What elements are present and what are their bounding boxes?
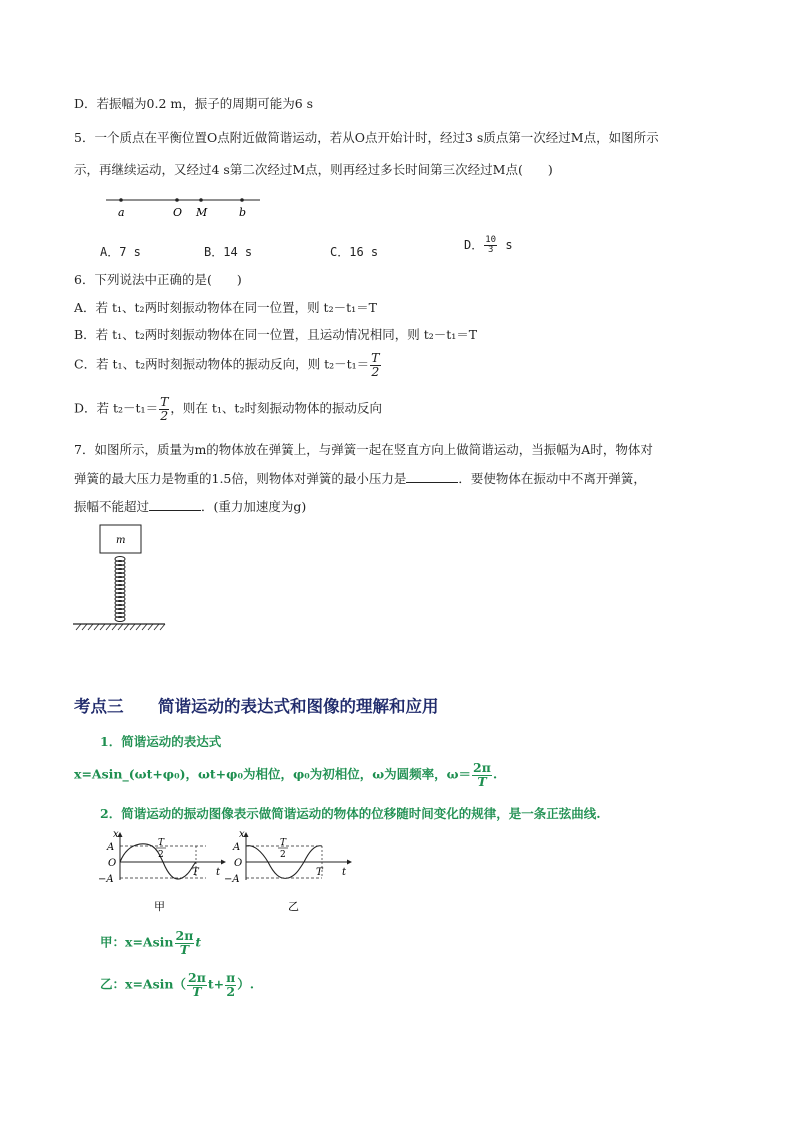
t-axis-arrow-icon <box>347 860 352 865</box>
formula-jia-fraction <box>175 930 195 956</box>
q6-option-d <box>74 396 382 422</box>
x-label: x <box>113 829 119 840</box>
q5-option-d-fraction <box>484 236 497 255</box>
point-b-dot <box>240 198 244 202</box>
half-period-num: T <box>158 838 165 848</box>
fraction-denominator: 3 <box>487 245 494 255</box>
q6-option-d-fraction <box>159 396 169 422</box>
neg-a-label: −A <box>224 874 240 885</box>
half-period-den: 2 <box>158 850 164 860</box>
subsection-1-heading: 1．简谐运动的表达式 <box>100 734 222 749</box>
fraction-numerator: T <box>160 394 169 409</box>
q4-option-d: D．若振幅为0.2 m，振子的周期可能为6 s <box>74 96 314 111</box>
q7-line1: 7．如图所示，质量为m的物体放在弹簧上，与弹簧一起在竖直方向上做简谐运动，当振幅为A时，物体对 <box>74 442 653 457</box>
o-label: O <box>234 858 243 869</box>
fraction-numerator: π <box>226 970 236 985</box>
formula-jia <box>100 930 201 956</box>
point-o-dot <box>175 198 179 202</box>
expression-formula <box>74 762 497 788</box>
q7-line2-part2: ．要使物体在振动中不离开弹簧， <box>458 471 646 486</box>
q6-option-c-fraction <box>370 352 380 378</box>
formula-yi-post: ）. <box>237 976 255 992</box>
graph-jia-caption: 甲 <box>154 900 165 913</box>
period-label: T <box>316 867 323 878</box>
q6-option-d-post: ，则在 t₁、t₂时刻振动物体的振动反向 <box>170 400 382 416</box>
formula-jia-post: t <box>195 934 202 950</box>
graph-yi-caption: 乙 <box>288 900 299 913</box>
q6-stem: 6．下列说法中正确的是( ) <box>74 272 242 287</box>
q5-option-d-unit: s <box>505 238 513 252</box>
q7-line2 <box>74 470 646 487</box>
vibration-graphs-figure <box>96 826 366 918</box>
section-label: 考点三 <box>74 697 124 716</box>
neg-a-label: −A <box>98 874 114 885</box>
fraction-numerator: 2π <box>188 970 206 985</box>
q7-line3-part2: ．(重力加速度为g) <box>201 499 307 514</box>
q7-spring-mass-figure <box>70 522 170 634</box>
expression-end: . <box>492 766 498 782</box>
q6-option-c-text: C．若 t₁、t₂两时刻振动物体的振动反向，则 t₂－t₁＝ <box>74 356 370 372</box>
mass-label: m <box>116 535 126 546</box>
section-title: 简谐运动的表达式和图像的理解和应用 <box>158 697 439 716</box>
point-m-dot <box>199 198 203 202</box>
fraction-denominator: T <box>192 983 202 999</box>
q5-option-d <box>464 236 513 255</box>
omega-fraction <box>472 762 492 788</box>
spring-icon <box>115 557 125 622</box>
formula-yi-fraction-1 <box>187 972 207 998</box>
q5-number-line-figure <box>100 192 270 222</box>
q6-option-d-pre: D．若 t₂－t₁＝ <box>74 400 159 416</box>
q6-option-c <box>74 352 382 378</box>
formula-jia-pre: 甲：x=Asin <box>100 934 174 950</box>
point-m-label: M <box>196 206 208 219</box>
half-period-num: T <box>280 838 287 848</box>
q7-line2-part1: 弹簧的最大压力是物重的1.5倍，则物体对弹簧的最小压力是 <box>74 471 407 486</box>
formula-yi-pre: 乙：x=Asin（ <box>100 976 186 992</box>
q5-line1: 5．一个质点在平衡位置O点附近做简谐运动，若从O点开始计时，经过3 s质点第一次经过M点，如图所示 <box>74 130 659 145</box>
q7-line3-part1: 振幅不能超过 <box>74 499 150 514</box>
point-b-label: b <box>239 206 247 219</box>
answer-blank-min-pressure[interactable] <box>406 470 458 483</box>
formula-yi-fraction-2 <box>225 972 236 998</box>
point-o-label: O <box>173 206 183 219</box>
fraction-denominator: 2 <box>226 983 236 999</box>
fraction-numerator: 10 <box>485 235 497 245</box>
t-axis-arrow-icon <box>221 860 226 865</box>
graph-yi <box>224 829 352 913</box>
fraction-denominator: 2 <box>160 407 169 423</box>
fraction-denominator: T <box>477 773 487 789</box>
fraction-numerator: T <box>371 350 380 365</box>
fraction-denominator: 2 <box>371 363 380 379</box>
t-label: t <box>342 867 347 878</box>
a-label: A <box>233 842 241 853</box>
formula-yi <box>100 972 254 998</box>
t-label: t <box>216 867 221 878</box>
period-label: T <box>192 867 199 878</box>
graph-jia <box>98 829 226 913</box>
formula-yi-mid: t+ <box>207 976 225 992</box>
half-period-den: 2 <box>280 850 286 860</box>
fraction-denominator: T <box>179 941 190 957</box>
o-label: O <box>108 858 117 869</box>
q5-line2: 示，再继续运动，又经过4 s第二次经过M点，则再经过多长时间第三次经过M点( ) <box>74 162 553 177</box>
ground-hatching <box>76 624 165 630</box>
point-a-dot <box>119 198 123 202</box>
q5-option-b: B．14 s <box>204 245 253 259</box>
expression-formula-text: x=Asin_(ωt+φ₀)，ωt+φ₀为相位，φ₀为初相位，ω为圆频率，ω＝ <box>74 766 472 782</box>
q5-option-a: A．7 s <box>100 245 141 259</box>
subsection-2-heading: 2．简谐运动的振动图像表示做简谐运动的物体的位移随时间变化的规律，是一条正弦曲线. <box>100 806 601 821</box>
a-label: A <box>107 842 115 853</box>
fraction-numerator: 2π <box>473 760 491 775</box>
fraction-numerator: 2π <box>175 928 194 943</box>
q7-line3 <box>74 498 306 515</box>
q5-option-d-prefix: D． <box>464 238 484 252</box>
q6-option-a: A．若 t₁、t₂两时刻振动物体在同一位置，则 t₂－t₁＝T <box>74 300 377 315</box>
q5-option-c: C．16 s <box>330 245 379 259</box>
x-label: x <box>239 829 245 840</box>
answer-blank-max-amplitude[interactable] <box>149 498 201 511</box>
point-a-label: a <box>118 206 125 219</box>
q6-option-b: B．若 t₁、t₂两时刻振动物体在同一位置，且运动情况相同，则 t₂－t₁＝T <box>74 327 478 342</box>
